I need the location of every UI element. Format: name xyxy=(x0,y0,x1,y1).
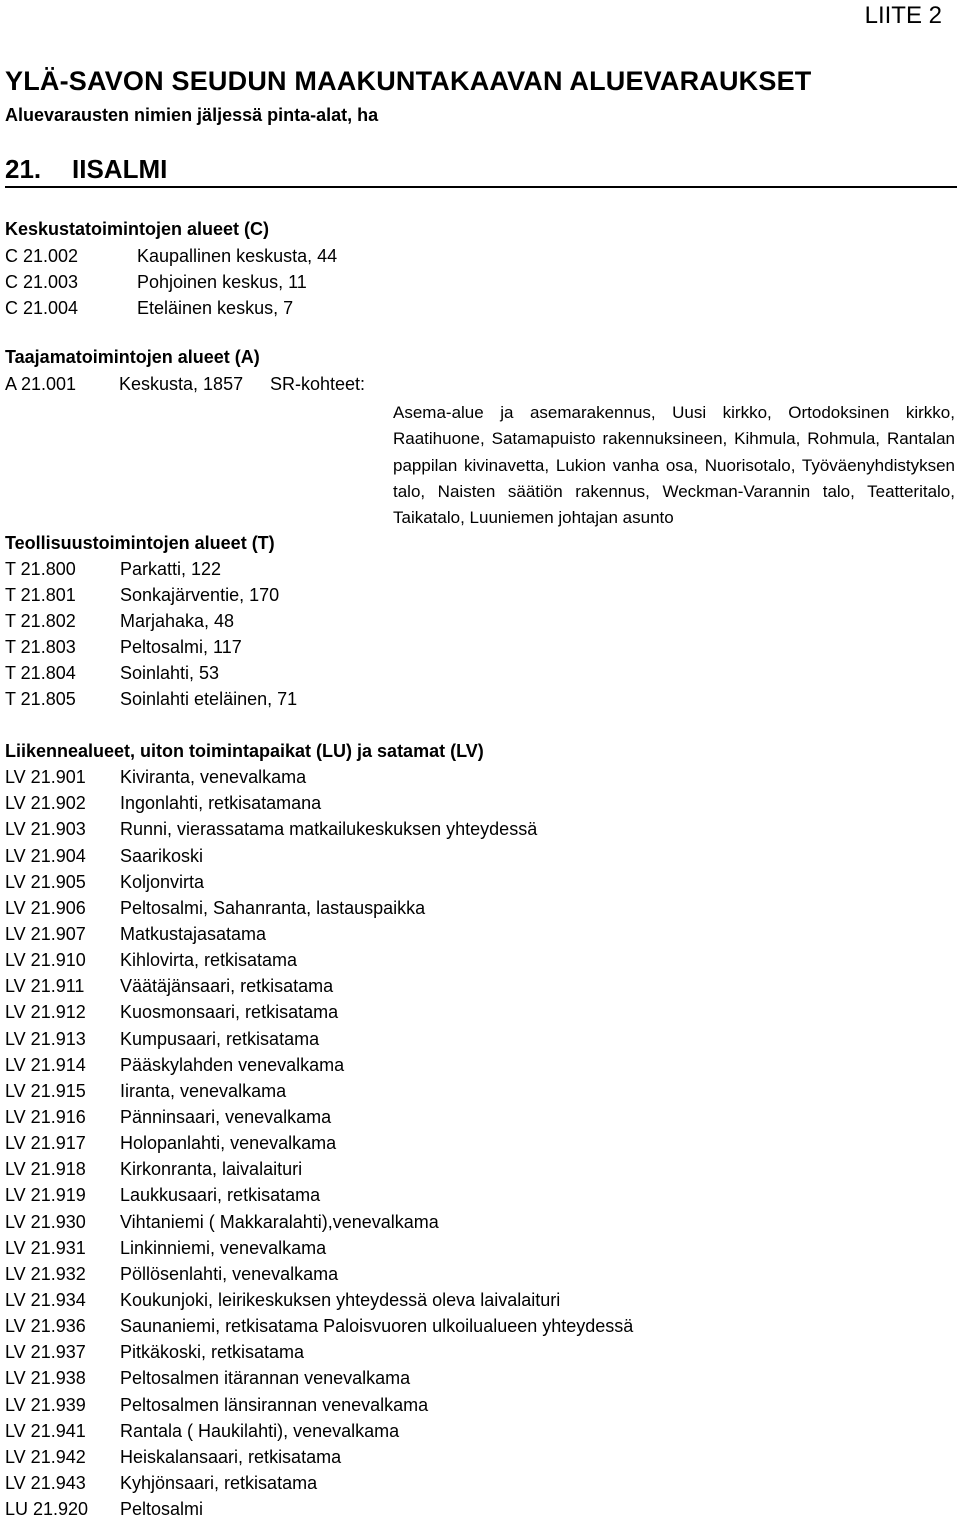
list-item xyxy=(5,611,234,632)
list-item xyxy=(5,1133,336,1154)
area-code: C 21.002 xyxy=(5,246,79,266)
area-code: LV 21.936 xyxy=(5,1316,86,1337)
area-code: LV 21.930 xyxy=(5,1211,86,1232)
list-item xyxy=(5,950,297,971)
list-item xyxy=(5,767,306,788)
list-item xyxy=(5,1342,304,1363)
list-item xyxy=(5,1368,410,1389)
list-item xyxy=(5,898,425,919)
area-name: Linkinniemi, venevalkama xyxy=(120,1237,327,1258)
section-heading-teollisuus: Teollisuustoimintojen alueet (T) xyxy=(5,533,275,553)
area-code: LV 21.919 xyxy=(5,1185,86,1206)
area-name: Rantala ( Haukilahti), venevalkama xyxy=(120,1420,400,1441)
area-code: T 21.801 xyxy=(5,585,76,605)
list-item xyxy=(5,1185,320,1206)
area-name: Peltosalmen länsirannan venevalkama xyxy=(120,1394,429,1415)
area-name: Pöllösenlahti, venevalkama xyxy=(120,1263,339,1284)
area-name: Keskusta, 1857 xyxy=(119,374,244,394)
municipality-heading xyxy=(5,154,167,185)
area-code: T 21.803 xyxy=(5,637,76,657)
list-item xyxy=(5,1421,399,1442)
area-code: LV 21.937 xyxy=(5,1342,86,1363)
area-code: LV 21.934 xyxy=(5,1290,86,1310)
area-name: Ingonlahti, retkisatamana xyxy=(120,793,322,814)
area-code: LV 21.939 xyxy=(5,1394,86,1415)
area-name: Väätäjänsaari, retkisatama xyxy=(120,976,334,997)
area-name: Eteläinen keskus, 7 xyxy=(137,298,294,318)
sr-sites-text: Asema-alue ja asemarakennus, Uusi kirkko, Ortodoksinen kirkko, Raatihuone, Satamapuisto rakennuksineen, Kihmula, Rohmula, Rantalan pappilan kivinavetta, Lukion vanha osa, Nuorisotalo, Työväenyhdistyksen talo, Naisten säätiön rakennus, Weckman-Varannin talo, Teatteritalo, Taikatalo, Luuniemen johtajan asunto xyxy=(393,403,955,528)
area-code: LV 21.911 xyxy=(5,976,85,997)
list-item xyxy=(5,924,266,945)
list-item xyxy=(5,1290,560,1311)
list-item xyxy=(5,663,219,684)
area-code: LV 21.918 xyxy=(5,1159,86,1180)
area-name: Holopanlahti, venevalkama xyxy=(120,1133,337,1154)
area-code: LV 21.932 xyxy=(5,1263,86,1284)
area-code: T 21.804 xyxy=(5,663,76,683)
area-code: LV 21.914 xyxy=(5,1054,86,1075)
area-name: Peltosalmi, Sahanranta, lastauspaikka xyxy=(120,897,426,918)
area-code: LV 21.941 xyxy=(5,1420,86,1441)
list-item xyxy=(5,872,204,893)
list-item xyxy=(5,585,279,606)
area-code: A 21.001 xyxy=(5,374,77,394)
area-name: Kuosmonsaari, retkisatama xyxy=(120,1002,339,1023)
area-name: Parkatti, 122 xyxy=(120,559,222,579)
list-item xyxy=(5,1055,344,1076)
section-heading-liikenne: Liikennealueet, uiton toimintapaikat (LU) ja satamat (LV) xyxy=(5,741,484,761)
area-name: Saarikoski xyxy=(120,845,204,866)
area-code: LV 21.916 xyxy=(5,1107,86,1127)
area-code: LV 21.938 xyxy=(5,1368,86,1389)
area-name: Laukkusaari, retkisatama xyxy=(120,1185,321,1206)
area-name: Iiranta, venevalkama xyxy=(120,1080,287,1101)
heading-divider xyxy=(5,186,957,188)
area-name: Soinlahti eteläinen, 71 xyxy=(120,689,298,709)
area-code: T 21.800 xyxy=(5,559,76,579)
list-item xyxy=(5,976,333,997)
area-name: Vihtaniemi ( Makkaralahti),venevalkama xyxy=(120,1211,439,1232)
area-name: Heiskalansaari, retkisatama xyxy=(120,1446,342,1467)
list-item xyxy=(5,1447,341,1468)
area-name: Kaupallinen keskusta, 44 xyxy=(137,246,338,266)
area-code: LV 21.910 xyxy=(5,950,86,970)
section-heading-taajama: Taajamatoimintojen alueet (A) xyxy=(5,347,260,367)
list-item xyxy=(5,1002,338,1023)
list-item xyxy=(5,1081,286,1102)
area-name: Saunaniemi, retkisatama Paloisvuoren ulkoilualueen yhteydessä xyxy=(120,1316,634,1337)
area-name: Kihlovirta, retkisatama xyxy=(120,950,298,970)
area-name: Kyhjönsaari, retkisatama xyxy=(120,1473,318,1493)
area-name: Kumpusaari, retkisatama xyxy=(120,1028,320,1049)
list-item xyxy=(5,1264,338,1285)
section-heading-keskusta: Keskustatoimintojen alueet (C) xyxy=(5,219,270,239)
area-name: Kiviranta, venevalkama xyxy=(120,767,307,787)
list-item xyxy=(5,689,297,710)
list-item xyxy=(5,272,307,293)
area-name: Pääskylahden venevalkama xyxy=(120,1054,345,1075)
municipality-number: 21. xyxy=(5,154,42,184)
list-item xyxy=(5,559,221,580)
area-name: Pitkäkoski, retkisatama xyxy=(120,1342,305,1363)
area-code: T 21.802 xyxy=(5,611,76,631)
area-code: LV 21.906 xyxy=(5,897,86,918)
list-item xyxy=(5,1473,317,1494)
area-code: LV 21.942 xyxy=(5,1446,86,1467)
area-name: Runni, vierassatama matkailukeskuksen yhteydessä xyxy=(120,819,538,840)
list-item xyxy=(5,1029,319,1050)
area-code: LV 21.912 xyxy=(5,1002,86,1023)
area-code: LV 21.931 xyxy=(5,1237,86,1258)
list-item xyxy=(5,1395,428,1416)
area-code: LU 21.920 xyxy=(5,1499,89,1520)
list-item xyxy=(5,1316,633,1337)
list-item xyxy=(5,793,321,814)
list-item xyxy=(5,374,365,395)
list-item xyxy=(5,1159,302,1180)
municipality-name: IISALMI xyxy=(72,154,168,184)
area-name: Sonkajärventie, 170 xyxy=(120,585,280,605)
area-name: Koukunjoki, leirikeskuksen yhteydessä oleva laivalaituri xyxy=(120,1290,561,1310)
area-name: Peltosalmi, 117 xyxy=(120,637,242,657)
area-code: LV 21.907 xyxy=(5,923,86,944)
area-code: LV 21.902 xyxy=(5,793,86,814)
appendix-label: LIITE 2 xyxy=(864,2,942,29)
area-code: LV 21.901 xyxy=(5,767,86,787)
list-item xyxy=(5,819,537,840)
area-name: Peltosalmi xyxy=(120,1499,204,1520)
area-name: Peltosalmen itärannan venevalkama xyxy=(120,1368,411,1389)
area-name: Koljonvirta xyxy=(120,871,205,892)
list-item xyxy=(5,637,242,658)
area-code: T 21.805 xyxy=(5,689,76,709)
area-code: LV 21.905 xyxy=(5,871,86,892)
area-code: LV 21.943 xyxy=(5,1473,86,1493)
area-name: Marjahaka, 48 xyxy=(120,611,235,631)
list-item xyxy=(5,1499,203,1520)
area-code: LV 21.913 xyxy=(5,1028,86,1049)
area-code: LV 21.904 xyxy=(5,845,86,866)
area-name: Matkustajasatama xyxy=(120,923,267,944)
document-title: YLÄ-SAVON SEUDUN MAAKUNTAKAAVAN ALUEVARAUKSET xyxy=(5,66,812,96)
list-item xyxy=(5,246,337,267)
area-code: LV 21.917 xyxy=(5,1133,86,1154)
list-item xyxy=(5,1238,326,1259)
area-code: LV 21.915 xyxy=(5,1080,86,1101)
area-code: C 21.003 xyxy=(5,272,79,292)
list-item xyxy=(5,846,203,867)
list-item xyxy=(5,1212,439,1233)
area-name: Pänninsaari, venevalkama xyxy=(120,1107,332,1127)
area-name: Pohjoinen keskus, 11 xyxy=(137,272,307,292)
list-item xyxy=(5,298,293,319)
list-item xyxy=(5,1107,331,1128)
area-code: C 21.004 xyxy=(5,298,79,318)
area-code: LV 21.903 xyxy=(5,819,86,840)
document-subtitle: Aluevarausten nimien jäljessä pinta-alat, ha xyxy=(5,105,379,125)
area-name: Soinlahti, 53 xyxy=(120,663,220,683)
area-name: Kirkonranta, laivalaituri xyxy=(120,1159,303,1180)
sr-label: SR-kohteet: xyxy=(270,374,366,394)
